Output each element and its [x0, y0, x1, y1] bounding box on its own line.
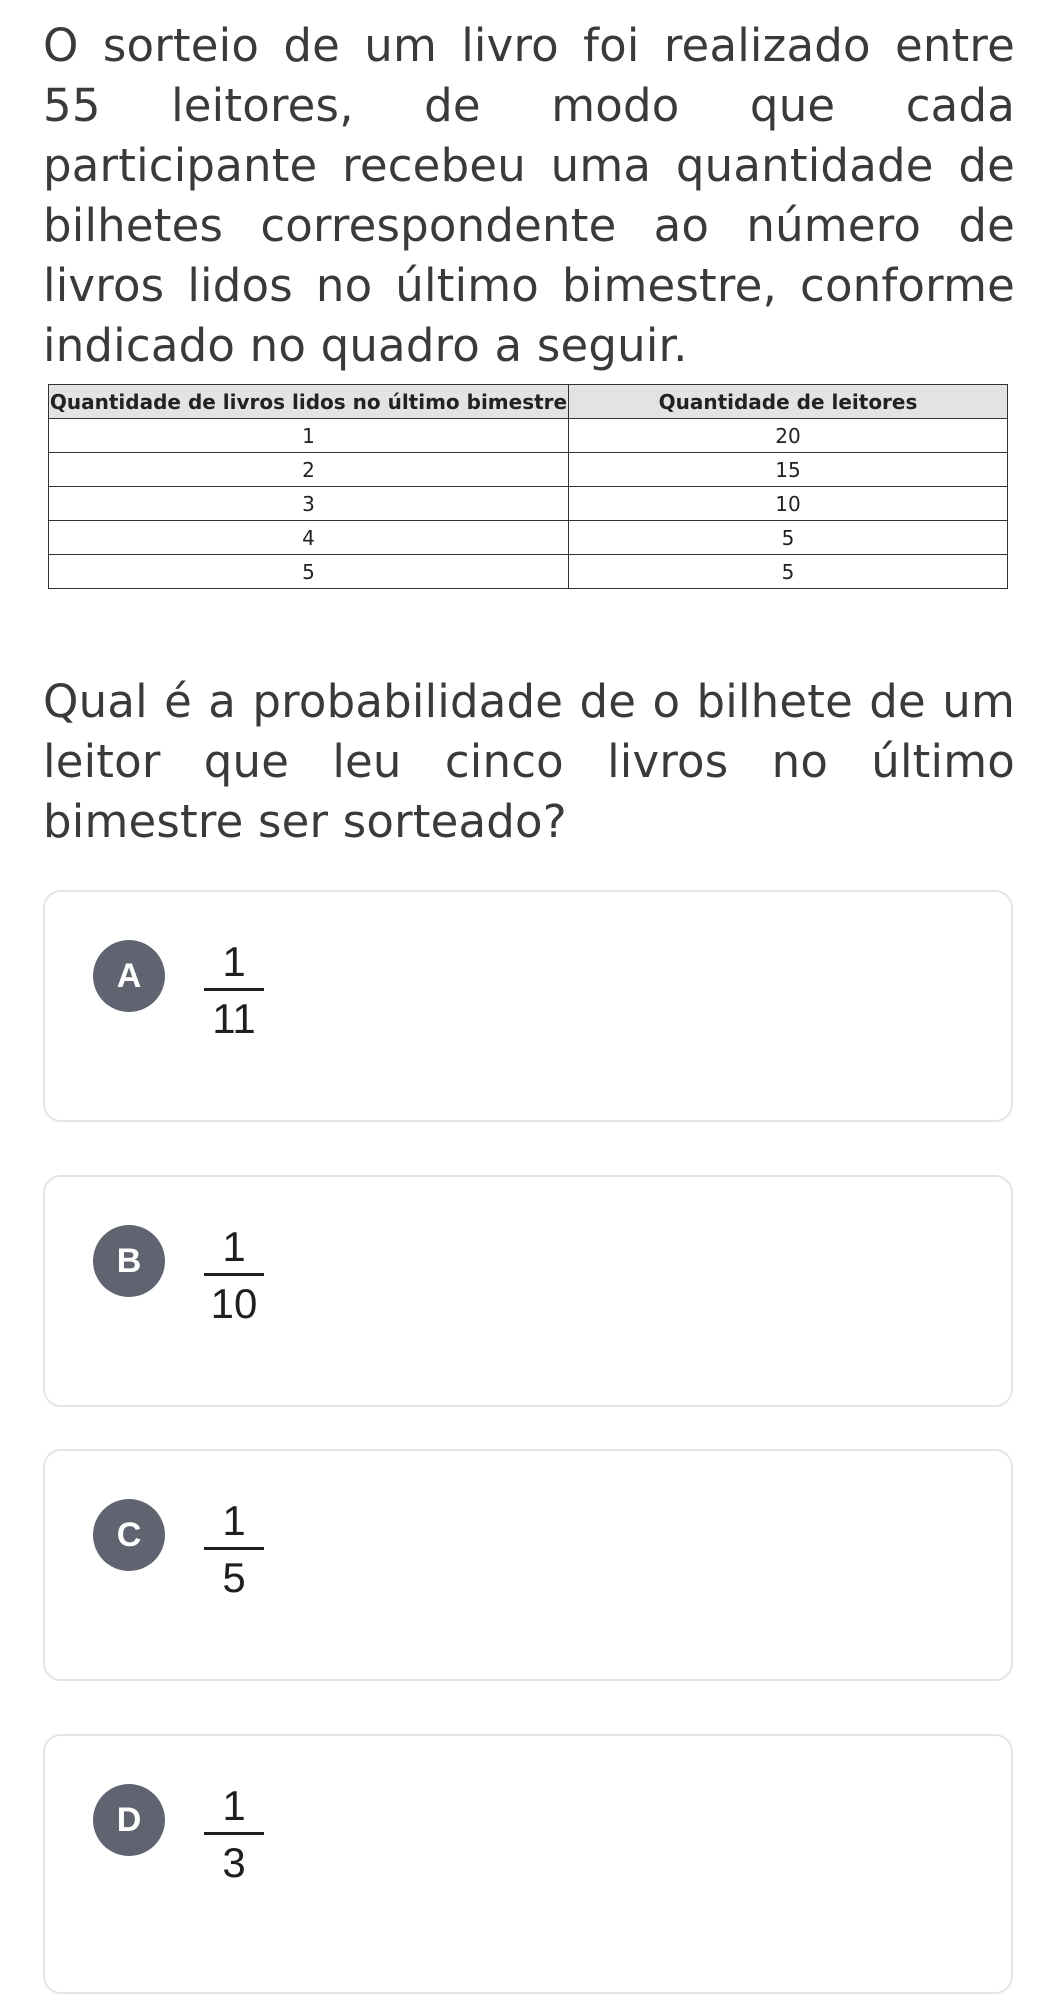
option-a-denominator: 11 — [212, 995, 256, 1042]
option-a-fraction — [195, 938, 273, 1043]
cell-readers: 20 — [569, 419, 1008, 453]
fraction-bar — [204, 1832, 264, 1835]
cell-readers: 5 — [569, 521, 1008, 555]
option-b-fraction — [195, 1223, 273, 1328]
option-d-card[interactable] — [43, 1734, 1013, 1994]
option-a-badge: A — [93, 940, 165, 1012]
question-prompt: Qual é a probabilidade de o bilhete de um leitor que leu cinco livros no último bimestre ser sorteado? — [43, 675, 1015, 848]
cell-books: 4 — [49, 521, 569, 555]
option-c-denominator: 5 — [222, 1554, 246, 1601]
header-readers-count: Quantidade de leitores — [569, 385, 1008, 419]
option-d-fraction — [195, 1782, 273, 1887]
cell-books: 5 — [49, 555, 569, 589]
option-d-denominator: 3 — [222, 1839, 246, 1886]
fraction-bar — [204, 988, 264, 991]
table-row — [49, 555, 1008, 589]
question-stem: O sorteio de um livro foi realizado entre 55 leitores, de modo que cada participante recebeu uma quantidade de bilhetes correspondente ao número de livros lidos no último bimestre, conforme indicado no quadro a seguir. — [43, 19, 1015, 372]
table-row — [49, 419, 1008, 453]
fraction-bar — [204, 1547, 264, 1550]
readers-table — [48, 384, 1008, 589]
option-a-numerator: 1 — [222, 938, 246, 985]
option-b-card[interactable] — [43, 1175, 1013, 1407]
cell-readers: 5 — [569, 555, 1008, 589]
option-c-badge: C — [93, 1499, 165, 1571]
option-c-fraction — [195, 1497, 273, 1602]
header-books-read: Quantidade de livros lidos no último bimestre — [49, 385, 569, 419]
table-header-row — [49, 385, 1008, 419]
option-b-numerator: 1 — [222, 1223, 246, 1270]
cell-books: 2 — [49, 453, 569, 487]
option-b-denominator: 10 — [210, 1280, 258, 1327]
cell-books: 3 — [49, 487, 569, 521]
option-d-numerator: 1 — [222, 1782, 246, 1829]
table-row — [49, 521, 1008, 555]
table-row — [49, 453, 1008, 487]
option-c-numerator: 1 — [222, 1497, 246, 1544]
cell-books: 1 — [49, 419, 569, 453]
cell-readers: 10 — [569, 487, 1008, 521]
option-c-card[interactable] — [43, 1449, 1013, 1681]
option-d-badge: D — [93, 1784, 165, 1856]
option-b-badge: B — [93, 1225, 165, 1297]
fraction-bar — [204, 1273, 264, 1276]
option-a-card[interactable] — [43, 890, 1013, 1122]
cell-readers: 15 — [569, 453, 1008, 487]
table-row — [49, 487, 1008, 521]
